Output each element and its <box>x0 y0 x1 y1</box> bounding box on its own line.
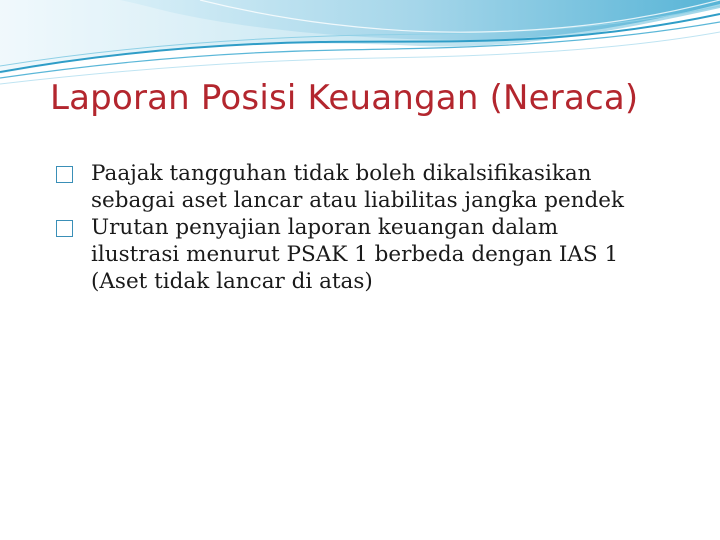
bullet-text: Paajak tangguhan tidak boleh dikalsifikasikan sebagai aset lancar atau liabilitas jangka pendek <box>91 161 625 213</box>
bullet-item <box>56 214 696 295</box>
bullet-item <box>56 160 696 214</box>
square-bullet-icon <box>56 220 73 237</box>
wave-decoration <box>0 0 720 90</box>
bullet-text: Urutan penyajian laporan keuangan dalam ilustrasi menurut PSAK 1 berbeda dengan IAS 1 (Aset tidak lancar di atas) <box>91 215 619 294</box>
slide-title: Laporan Posisi Keuangan (Neraca) <box>50 78 639 118</box>
square-bullet-icon <box>56 166 73 183</box>
bullet-list <box>56 160 696 295</box>
